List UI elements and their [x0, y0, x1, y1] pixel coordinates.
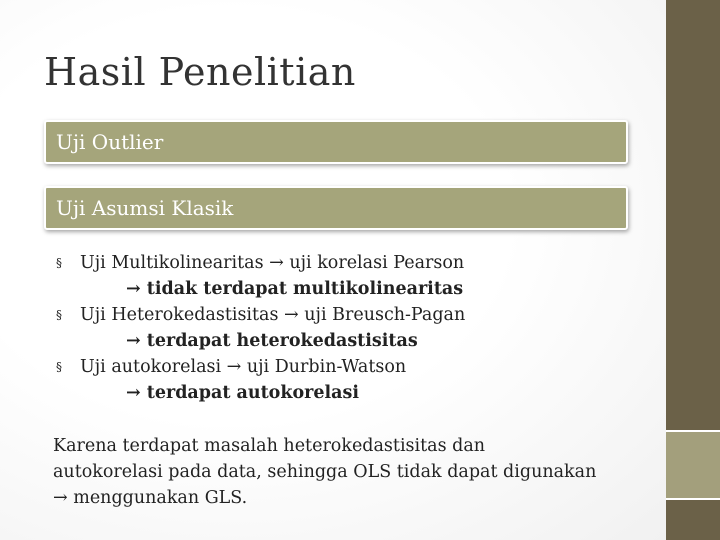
- bullet-marker: §: [56, 360, 62, 374]
- bullet-text: Uji Heterokedastisitas → uji Breusch-Pagan: [80, 305, 466, 325]
- bullet-marker: §: [56, 256, 62, 270]
- slide-title: Hasil Penelitian: [44, 50, 356, 94]
- bullet-result: → tidak terdapat multikolinearitas: [126, 279, 464, 299]
- bullet-item: [56, 250, 646, 276]
- section-bar-asumsi-klasik-label: Uji Asumsi Klasik: [56, 196, 234, 220]
- section-bar-asumsi-klasik: [44, 186, 628, 230]
- bullet-list: [56, 250, 646, 406]
- bullet-marker: §: [56, 308, 62, 322]
- sidebar-accent-band: [666, 432, 720, 498]
- section-bar-outlier-label: Uji Outlier: [56, 130, 164, 154]
- conclusion-paragraph: [53, 433, 633, 511]
- paragraph-line: autokorelasi pada data, sehingga OLS tidak dapat digunakan: [53, 462, 597, 482]
- bullet-text: Uji Multikolinearitas → uji korelasi Pearson: [80, 253, 465, 273]
- section-bar-outlier: [44, 120, 628, 164]
- paragraph-line: → menggunakan GLS.: [53, 488, 248, 508]
- bullet-result: → terdapat heterokedastisitas: [126, 331, 418, 351]
- bullet-text: Uji autokorelasi → uji Durbin-Watson: [80, 357, 407, 377]
- bullet-item: [56, 302, 646, 328]
- sidebar-divider-bottom: [666, 498, 720, 500]
- bullet-result: → terdapat autokorelasi: [126, 383, 359, 403]
- bullet-item: [56, 354, 646, 380]
- decorative-sidebar: [666, 0, 720, 540]
- paragraph-line: Karena terdapat masalah heterokedastisitas dan: [53, 436, 486, 456]
